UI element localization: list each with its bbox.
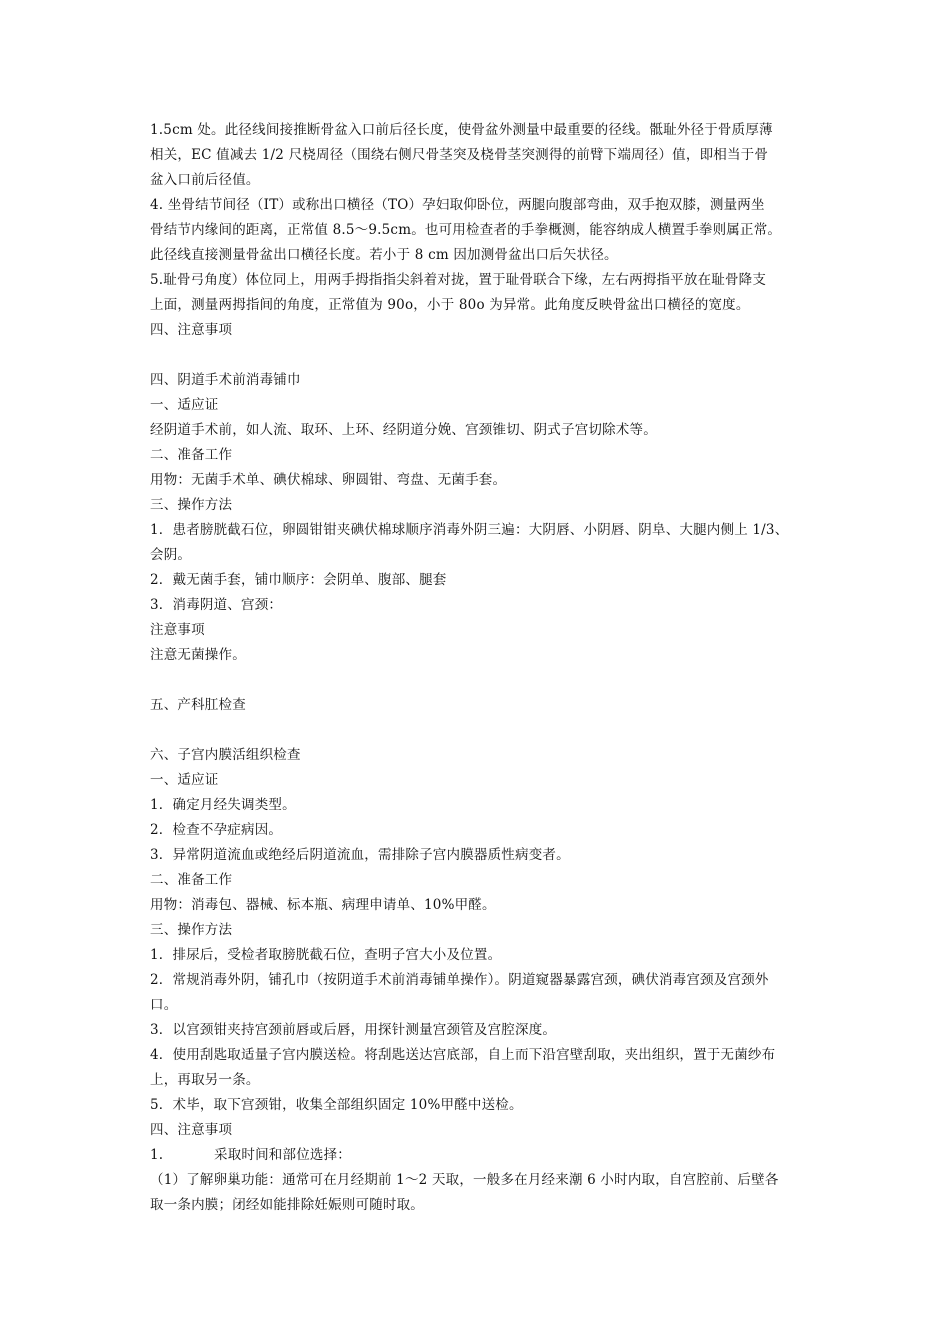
- text-line: 用物：消毒包、器械、标本瓶、病理申请单、10%甲醛。: [150, 897, 496, 913]
- text-line: 二、准备工作: [150, 872, 233, 888]
- text-line: 2．戴无菌手套，铺巾顺序：会阴单、腹部、腿套: [150, 572, 447, 588]
- text-line: 用物：无菌手术单、碘伏棉球、卵圆钳、弯盘、无菌手套。: [150, 472, 507, 488]
- document-tail: [150, 1168, 810, 1218]
- text-line: 一、适应证: [150, 397, 219, 413]
- text-line: 盆入口前后径值。: [150, 172, 260, 188]
- text-line: 上，再取另一条。: [150, 1072, 260, 1088]
- text-line: 三、操作方法: [150, 922, 233, 938]
- text-line: 相关，EC 值减去 1/2 尺桡周径（围绕右侧尺骨茎突及桡骨茎突测得的前臂下端周径）值，即相当于骨: [150, 147, 769, 163]
- text-line: 3．以宫颈钳夹持宫颈前唇或后唇，用探针测量宫颈管及宫腔深度。: [150, 1022, 557, 1038]
- text-line: 2．检查不孕症病因。: [150, 822, 283, 838]
- text-line: 3．消毒阴道、宫颈：: [150, 597, 283, 613]
- tabbed-item: [150, 1143, 810, 1168]
- blank-line: [150, 668, 810, 693]
- text-line: 四、注意事项: [150, 322, 233, 338]
- tabbed-item-text: 采取时间和部位选择：: [214, 1147, 351, 1163]
- text-line: 口。: [150, 997, 178, 1013]
- text-line: 六、子宫内膜活组织检查: [150, 747, 301, 763]
- text-line: 骨结节内缘间的距离，正常值 8.5～9.5cm。也可用检查者的手拳概测，能容纳成人横置手拳则属正常。: [150, 222, 782, 238]
- text-line: 取一条内膜；闭经如能排除妊娠则可随时取。: [150, 1197, 424, 1213]
- document-body: [150, 118, 810, 1143]
- text-line: 4. 坐骨结节间径（IT）或称出口横径（TO）孕妇取仰卧位，两腿向腹部弯曲，双手抱双膝，测量两坐: [150, 197, 765, 213]
- text-line: 1．确定月经失调类型。: [150, 797, 296, 813]
- text-line: 4．使用刮匙取适量子宫内膜送检。将刮匙送达宫底部，自上而下沿宫壁刮取，夹出组织，置于无菌纱布: [150, 1047, 776, 1063]
- text-line: 5．术毕，取下宫颈钳，收集全部组织固定 10%甲醛中送检。: [150, 1097, 523, 1113]
- text-line: 1．排尿后，受检者取膀胱截石位，查明子宫大小及位置。: [150, 947, 502, 963]
- document-page: [150, 118, 810, 1218]
- text-line: 四、阴道手术前消毒铺巾: [150, 372, 301, 388]
- text-line: （1）了解卵巢功能：通常可在月经期前 1～2 天取，一般多在月经来潮 6 小时内取，自宫腔前、后壁各: [150, 1172, 779, 1188]
- text-line: 二、准备工作: [150, 447, 233, 463]
- text-line: 1．患者膀胱截石位，卵圆钳钳夹碘伏棉球顺序消毒外阴三遍：大阴唇、小阴唇、阴阜、大腿内侧上 1/3、: [150, 522, 789, 538]
- text-line: 1.5cm 处。此径线间接推断骨盆入口前后径长度，使骨盆外测量中最重要的径线。骶耻外径于骨质厚薄: [150, 122, 773, 138]
- text-line: 2．常规消毒外阴，铺孔巾（按阴道手术前消毒铺单操作）。阴道窥器暴露宫颈，碘伏消毒宫颈及宫颈外: [150, 972, 769, 988]
- text-line: 上面，测量两拇指间的角度，正常值为 90o，小于 80o 为异常。此角度反映骨盆出口横径的宽度。: [150, 297, 750, 313]
- tabbed-item-number: 1.: [150, 1147, 164, 1163]
- text-line: 五、产科肛检查: [150, 697, 246, 713]
- blank-line: [150, 718, 810, 743]
- text-line: 注意无菌操作。: [150, 647, 246, 663]
- text-line: 三、操作方法: [150, 497, 233, 513]
- text-line: 此径线直接测量骨盆出口横径长度。若小于 8 cm 因加测骨盆出口后矢状径。: [150, 247, 618, 263]
- text-line: 经阴道手术前，如人流、取环、上环、经阴道分娩、宫颈锥切、阴式子宫切除术等。: [150, 422, 657, 438]
- text-line: 5.耻骨弓角度）体位同上，用两手拇指指尖斜着对拢，置于耻骨联合下缘，左右两拇指平放在耻骨降支: [150, 272, 767, 288]
- text-line: 四、注意事项: [150, 1122, 233, 1138]
- text-line: 会阴。: [150, 547, 192, 563]
- text-line: 注意事项: [150, 622, 205, 638]
- text-line: 一、适应证: [150, 772, 219, 788]
- text-line: 3．异常阴道流血或绝经后阴道流血，需排除子宫内膜器质性病变者。: [150, 847, 570, 863]
- blank-line: [150, 343, 810, 368]
